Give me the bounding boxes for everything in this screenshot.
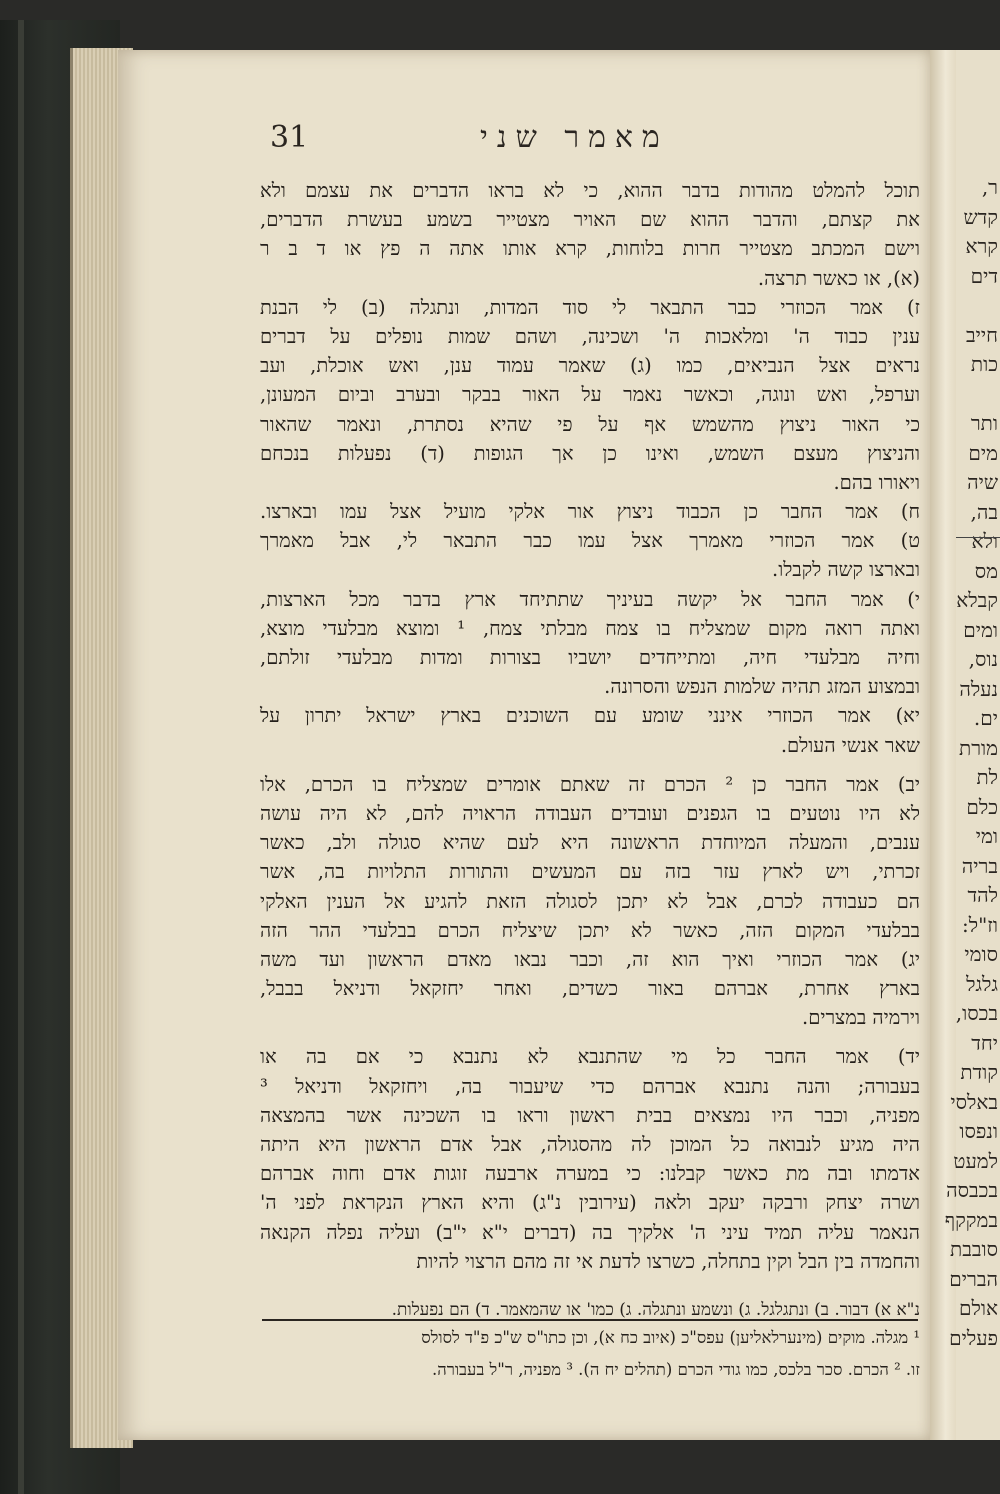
- facing-page-line: גלגל: [966, 971, 998, 996]
- facing-page-line: נוס,: [968, 647, 998, 671]
- facing-page-line: מס: [974, 558, 998, 583]
- facing-page-line: להד: [967, 883, 998, 907]
- text-line: והניצוץ מעצם השמש, ואינו כן אך הגופות (ד) נפעלות בנכחם: [260, 441, 920, 465]
- facing-page-line: מים: [968, 440, 998, 465]
- facing-page-line: ולא: [971, 529, 998, 553]
- facing-page-line: בכבסה: [946, 1178, 998, 1202]
- facing-page-line: ר,: [981, 175, 998, 199]
- facing-page-line: ותר: [970, 411, 998, 435]
- facing-page-line: נעלה: [959, 676, 998, 701]
- facing-page-line: סובבת: [950, 1237, 998, 1261]
- facing-page-line: ומי: [975, 824, 998, 848]
- text-line: ט) אמר הכוזרי מאמרך אצל עמו כבר התבאר לי, אבל מאמרך: [260, 529, 920, 553]
- text-line: ובארצו קשה לקבלו.: [772, 558, 920, 582]
- text-line: מפניה, וכבר היו נמצאים בבית ראשון וראו בו השכינה אשר בהמצאה: [260, 1103, 920, 1127]
- text-line: (א), או כאשר תרצה.: [757, 266, 920, 290]
- facing-page-line: במקקף: [944, 1207, 998, 1232]
- facing-page-line: קבלא: [956, 588, 998, 612]
- facing-page-line: בריה: [961, 853, 998, 878]
- facing-page-line: למעט: [953, 1148, 998, 1173]
- text-line: יא) אמר הכוזרי אינני שומע עם השוכנים בארץ ישראל יתרון על: [260, 704, 920, 728]
- body-text: [260, 176, 920, 1276]
- text-line: בארץ אחרת, אברהם באור כשדים, ואחר יחזקאל ודניאל בבבל,: [260, 977, 920, 1001]
- footnote-rule: [262, 1319, 918, 1321]
- text-line: ובמצוע המזג תהיה שלמות הנפש והסרונה.: [604, 675, 920, 699]
- footnote-line: זו. ² הכרם. סכר בלכס, כמו גודי הכרם (תהלים יח ה). ³ מפניה, ר"ל בעבורה.: [432, 1360, 920, 1379]
- text-line: יב) אמר החבר כן ² הכרם זה שאתם אומרים שמצליח בו הכרם, אלו: [260, 772, 920, 796]
- facing-page-line: אולם: [959, 1296, 998, 1320]
- facing-page-line: הברים: [949, 1266, 998, 1291]
- facing-page-line: קדש: [963, 204, 998, 229]
- text-line: הנאמר עליה תמיד עיני ה' אלקיך בה (דברים י"א י"ב) ועליה נפלה הקנאה: [260, 1220, 920, 1244]
- text-line: י) אמר החבר אל יקשה בעיניך שתתיחד ארץ בדבר מכל הארצות,: [260, 587, 920, 611]
- text-line: ענין כבוד ה' ומלאכות ה' ושכינה, ושהם שמות נופלים על דברים: [260, 324, 920, 348]
- facing-page-line: דים: [970, 263, 998, 288]
- text-line: והחמדה בין הבל וקין בתחלה, כשרצו לדעת אי זה מהם הרצוי להיות: [416, 1249, 920, 1273]
- text-line: הם כעבודה לכרם, אבל לא יתכן לסגולה הזאת להגיע אל הענין האלקי: [260, 889, 920, 913]
- facing-page-line: ומים: [963, 617, 998, 642]
- text-line: נראים אצל הנביאים, כמו (ג) שאמר עמוד ענן, ואש אוכלת, ועב: [260, 354, 920, 378]
- text-line: יד) אמר החבר כל מי שהתנבא לא נתנבא כי אם בה או: [260, 1045, 920, 1069]
- text-line: ענבים, והמעלה המיוחדת הראשונה היא לעם שהיא סגולה ולב, כאשר: [260, 831, 920, 855]
- facing-page-line: חייב: [966, 322, 998, 347]
- text-line: בבלעדי המקום הזה, כאשר לא יתכן שיצליח הכרם בבלעדי ההר הזה: [260, 918, 920, 942]
- facing-page-line: שיה: [967, 470, 998, 494]
- text-line: זכרתי, ויש לארץ עזר בזה עם המעשים והתורות התלויות בה, אשר: [260, 860, 920, 884]
- text-line: ויאורו בהם.: [833, 470, 920, 494]
- facing-page-line: כות: [970, 352, 998, 376]
- facing-page-line: וז"ל:: [962, 912, 998, 937]
- text-line: ואתה רואה מקום שמצליח בו צמח מבלתי צמח, ¹ ומוצא מבלעדי מוצא,: [260, 616, 920, 640]
- text-line: כי האור ניצוץ מהשמש אף על פי שהיא נסתרת, ונאמר שהאור: [260, 412, 920, 436]
- text-line: היה מגיע לנבואה כל המוכן לה מהסגולה, אבל אדם הראשון היא היתה: [260, 1133, 920, 1156]
- text-line: לא היו נוטעים בו הגפנים ועובדים העבודה הראויה להם, לא היה עושה: [260, 801, 920, 825]
- facing-page-fragment: [944, 50, 1000, 1440]
- facing-page-line: ונפסו: [959, 1119, 998, 1143]
- gloss-line: נ"א א) דבור. ב) ונתגלגל. ג) ונשמע ונתגלה. ג) כמו' או שהמאמר. ד) הם נפעלות.: [391, 1300, 920, 1320]
- running-title: מאמר שני: [480, 120, 669, 155]
- facing-page-line: קרא: [965, 234, 998, 258]
- facing-page-line: ים.: [973, 706, 998, 730]
- facing-page-line: סומי: [964, 942, 998, 966]
- text-line: את קצתם, והדבר ההוא שם האויר מצטייר בשמע בעשרת הדברים,: [260, 208, 920, 232]
- facing-page-rule: [956, 537, 1000, 538]
- facing-page-line: פעלים: [949, 1325, 998, 1350]
- facing-page-line: בה,: [970, 499, 998, 524]
- facing-page-line: לת: [976, 765, 998, 789]
- facing-page-line: קודת: [960, 1060, 998, 1084]
- text-line: ושרה יצחק ורבקה יעקב ולאה (עירובין נ"ג) והיא הארץ הנקראת לפני ה': [260, 1191, 920, 1215]
- text-line: בעבורה; והנה נתנבא אברהם כדי שיעבור בה, ויחזקאל ודניאל ³: [260, 1074, 920, 1098]
- text-line: ז) אמר הכוזרי כבר התבאר לי סוד המדות, ונתגלה (ב) לי הבנת: [260, 295, 920, 319]
- facing-page-line: מורת: [959, 735, 998, 760]
- facing-page-line: באלסי: [950, 1089, 998, 1114]
- text-line: תוכל להמלט מהודות בדבר ההוא, כי לא בראו הדברים את עצמם ולא: [260, 179, 920, 202]
- footnote-line: ¹ מגלה. מוקים (מינערלאליען) עפס"כ (איוב כח א), וכן כתו"ס ש"כ פ"ד לסולס: [421, 1328, 920, 1347]
- facing-page-line: כלם: [966, 794, 998, 819]
- text-line: יג) אמר הכוזרי ואיך הוא זה, וכבר נבאו מאדם הראשון ועד משה: [260, 947, 920, 971]
- text-line: שאר אנשי העולם.: [780, 733, 920, 757]
- text-line: אדמתו ובה מת כאשר קבלנו: כי במערה ארבעה זוגות אדם וחוה אברהם: [260, 1162, 920, 1186]
- facing-page-line: בכסו,: [955, 1001, 998, 1025]
- footnotes: [260, 1322, 920, 1386]
- facing-page-line: יחד: [971, 1030, 998, 1055]
- text-line: וערפל, ואש ונוגה, וכאשר נאמר על האור בבקר ובערב וביום המעונן,: [260, 383, 920, 407]
- page-number: 31: [270, 120, 309, 155]
- text-line: ח) אמר החבר כן הכבוד ניצוץ אור אלקי מועיל אצל עמו ובארצו.: [260, 500, 920, 524]
- text-line: וחיה מבלעדי חיה, ומתייחדים יושביו בצורות ומדות מבלעדי זולתם,: [260, 646, 920, 669]
- text-line: וירמיה במצרים.: [802, 1006, 920, 1030]
- text-line: וישם המכתב מצטייר חרות בלוחות, קרא אותו אתה ה פץ או ד ב ר: [260, 237, 920, 261]
- page-header: [150, 120, 880, 164]
